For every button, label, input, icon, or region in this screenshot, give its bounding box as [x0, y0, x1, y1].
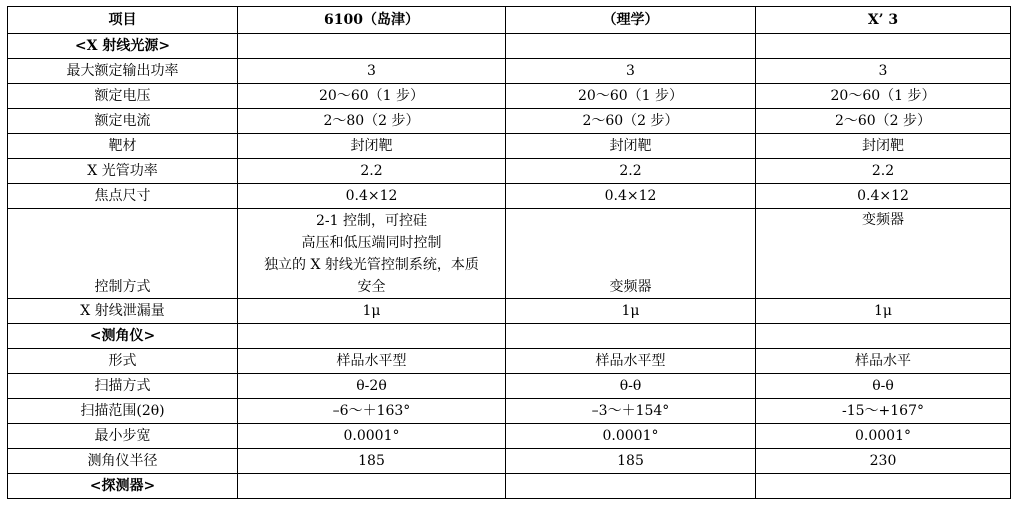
table-row-rated-current: [8, 109, 1011, 134]
table-cell: 185: [238, 449, 506, 474]
table-cell: θ-2θ: [238, 374, 506, 399]
table-cell: 封闭靶: [756, 134, 1011, 159]
table-cell: 变频器: [506, 209, 756, 299]
header-row: [8, 7, 1011, 34]
row-label: 额定电压: [8, 84, 238, 109]
table-cell: 2～60（2 步）: [756, 109, 1011, 134]
row-label: 控制方式: [8, 209, 238, 299]
table-cell: 2.2: [238, 159, 506, 184]
table-row-scan-range: [8, 399, 1011, 424]
header-shimadzu-6100: 6100（岛津）: [238, 7, 506, 34]
table-cell: 2～60（2 步）: [506, 109, 756, 134]
table-cell: 变频器: [756, 209, 1011, 299]
table-cell: 封闭靶: [238, 134, 506, 159]
section-row-detector: [8, 474, 1011, 499]
table-cell: 0.4×12: [506, 184, 756, 209]
table-cell: 230: [756, 449, 1011, 474]
row-label: 靶材: [8, 134, 238, 159]
table-cell: 20～60（1 步）: [238, 84, 506, 109]
row-label: 扫描范围(2θ): [8, 399, 238, 424]
table-cell: –6～＋163°: [238, 399, 506, 424]
section-label-detector: <探测器>: [8, 474, 238, 499]
table-row-rated-voltage: [8, 84, 1011, 109]
section-label-xray-source: <X 射线光源>: [8, 34, 238, 59]
table-cell: –3～＋154°: [506, 399, 756, 424]
header-rigaku: （理学）: [506, 7, 756, 34]
table-cell: 1μ: [238, 299, 506, 324]
section-row-goniometer: [8, 324, 1011, 349]
row-label: 焦点尺寸: [8, 184, 238, 209]
table-row-target: [8, 134, 1011, 159]
cell-line: 安全: [357, 279, 386, 295]
row-label: X 光管功率: [8, 159, 238, 184]
table-cell: 1μ: [506, 299, 756, 324]
table-cell: 0.0001°: [506, 424, 756, 449]
table-cell: 2.2: [756, 159, 1011, 184]
table-cell: 样品水平型: [506, 349, 756, 374]
table-cell: θ-θ: [756, 374, 1011, 399]
header-x3: X’ 3: [756, 7, 1011, 34]
table-row-goniometer-radius: [8, 449, 1011, 474]
table-row-form: [8, 349, 1011, 374]
section-label-goniometer: <测角仪>: [8, 324, 238, 349]
row-label: 测角仪半径: [8, 449, 238, 474]
table-cell-multiline: [238, 209, 506, 299]
row-label: 形式: [8, 349, 238, 374]
table-cell: 3: [756, 59, 1011, 84]
table-cell: 2.2: [506, 159, 756, 184]
table-cell: 3: [506, 59, 756, 84]
table-cell: 20～60（1 步）: [506, 84, 756, 109]
table-cell: 20～60（1 步）: [756, 84, 1011, 109]
cell-line: 独立的 X 射线光管控制系统，本质: [264, 257, 479, 273]
section-row-xray-source: [8, 34, 1011, 59]
spec-comparison-table: [7, 6, 1011, 499]
cell-line: 2-1 控制，可控硅: [316, 213, 427, 229]
table-row-focus-size: [8, 184, 1011, 209]
table-row-scan-mode: [8, 374, 1011, 399]
row-label: 额定电流: [8, 109, 238, 134]
table-cell: 1μ: [756, 299, 1011, 324]
table-cell: 封闭靶: [506, 134, 756, 159]
table-cell: 0.0001°: [238, 424, 506, 449]
table-cell: 样品水平型: [238, 349, 506, 374]
header-item: 项目: [8, 7, 238, 34]
table-row-leakage: [8, 299, 1011, 324]
table-row-control-method: [8, 209, 1011, 299]
table-cell: 185: [506, 449, 756, 474]
table-row-min-step: [8, 424, 1011, 449]
table-cell: 0.0001°: [756, 424, 1011, 449]
table-row-max-power: [8, 59, 1011, 84]
row-label: 最小步宽: [8, 424, 238, 449]
table-cell: 0.4×12: [756, 184, 1011, 209]
table-row-tube-power: [8, 159, 1011, 184]
cell-line: 高压和低压端同时控制: [301, 235, 442, 251]
table-cell: 2～80（2 步）: [238, 109, 506, 134]
table-cell: θ-θ: [506, 374, 756, 399]
table-cell: 0.4×12: [238, 184, 506, 209]
row-label: 最大额定输出功率: [8, 59, 238, 84]
row-label: X 射线泄漏量: [8, 299, 238, 324]
table-cell: 3: [238, 59, 506, 84]
table-cell: 样品水平: [756, 349, 1011, 374]
row-label: 扫描方式: [8, 374, 238, 399]
table-cell: -15～+167°: [756, 399, 1011, 424]
